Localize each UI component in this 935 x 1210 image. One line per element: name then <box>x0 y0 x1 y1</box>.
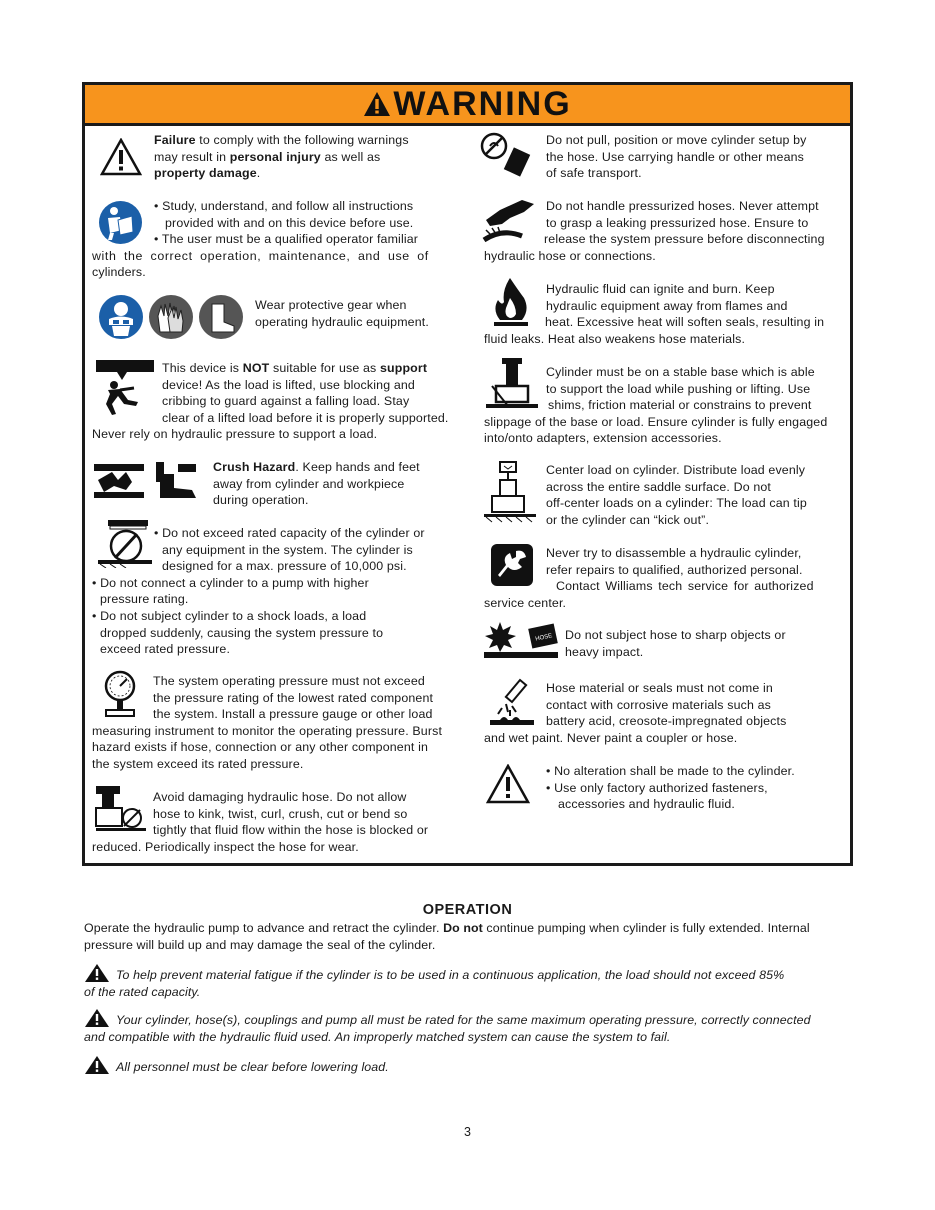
caution-icon <box>84 963 110 983</box>
operation-title: OPERATION <box>422 902 513 918</box>
crush-text: Crush Hazard. Keep hands and feet away from cylinder and workpiece during operation. <box>213 460 420 508</box>
alteration-text: • No alteration shall be made to the cylinder. • Use only factory authorized fasteners, accessories and hydraulic fluid. <box>546 764 795 812</box>
study-text: • Study, understand, and follow all instructions provided with and on this device before use. • The user must be a qualified operator familiar with the correct operation, maintenance, and use of cylinders. <box>92 199 429 280</box>
hose-damage-text: Avoid damaging hydraulic hose. Do not allow hose to kink, twist, curl, crush, cut or bend so tightly that fluid flow within the hose is blocked or reduced. Periodically inspect the hose for wear. <box>92 790 429 854</box>
page-number: 3 <box>464 1125 471 1139</box>
capacity-text: • Do not exceed rated capacity of the cylinder or any equipment in the system. The cylinder is designed for a max. pressure of 10,000 psi. • Do not connect a cylinder to a pump with higher pressure rating. • Do not subject cylinder to a shock loads, a load dropped suddenly, causing the system pressure to exceed rated pressure. <box>92 526 425 657</box>
svg-text:HOSE: HOSE <box>534 633 553 643</box>
sharp-objects-icon <box>482 620 560 662</box>
crush-hazard-icon <box>92 460 202 500</box>
caution-icon <box>84 1008 110 1028</box>
caution-icon <box>84 1055 110 1075</box>
gloves-icon <box>148 294 194 340</box>
safety-boots-icon <box>198 294 244 340</box>
center-load-icon <box>482 460 538 524</box>
corrosive-text: Hose material or seals must not come in contact with corrosive materials such as battery acid, creosote-impregnated objects and wet paint. Never paint a coupler or hose. <box>484 681 787 745</box>
pull-text: Do not pull, position or move cylinder setup by the hose. Use carrying handle or other means of safe transport. <box>546 133 807 181</box>
center-text: Center load on cylinder. Distribute load evenly across the entire saddle surface. Do not off-center loads on a cylinder: The load can tip or the cylinder can “kick out”. <box>546 463 807 527</box>
no-pull-hose-icon <box>480 132 536 180</box>
personnel-note: All personnel must be clear before lowering load. <box>84 1055 854 1076</box>
matched-system-note: Your cylinder, hose(s), couplings and pump all must be rated for the same maximum operating pressure, correctly connected and compatible with the hydraulic fluid used. An improperly matched system can cause the system to fail. <box>84 1008 854 1046</box>
pressurized-text: Do not handle pressurized hoses. Never attempt to grasp a leaking pressurized hose. Ensure to release the system pressure before disconnecting hydraulic hose or connections. <box>484 199 825 263</box>
warning-header <box>85 85 850 126</box>
gear-text: Wear protective gear when operating hydraulic equipment. <box>255 298 429 329</box>
general-warning-icon <box>100 138 142 176</box>
disassemble-text: Never try to disassemble a hydraulic cylinder, refer repairs to qualified, authorized personal. Contact Williams tech service for authorized service center. <box>484 546 814 610</box>
sharp-text: Do not subject hose to sharp objects or heavy impact. <box>565 628 786 659</box>
fatigue-note: To help prevent material fatigue if the cylinder is to be used in a continuous application, the load should not exceed 85% of the rated capacity. <box>84 963 854 1001</box>
pressure-text: The system operating pressure must not exceed the pressure rating of the lowest rated component the system. Install a pressure gauge or other load measuring instrument to monitor the operating pressure. Burst hazard exists if hose, connection or any other component in the system exceed its rated pressure. <box>92 674 443 771</box>
warning-triangle-icon <box>363 91 391 117</box>
failure-text: Failure to comply with the following warnings may result in personal injury as well as property damage. <box>154 133 409 181</box>
warning-title: WARNING <box>85 86 850 122</box>
stable-text: Cylinder must be on a stable base which is able to support the load while pushing or lifting. Use shims, friction material or constrains to prevent slippage of the base or load. Ensure cylinder is fully engaged into/onto adapters, extension accessories. <box>484 365 828 446</box>
alteration-warning-icon <box>486 764 530 804</box>
fire-text: Hydraulic fluid can ignite and burn. Keep hydraulic equipment away from flames and heat. Excessive heat will soften seals, resulting in fluid leaks. Heat also weakens hose materials. <box>484 282 825 346</box>
support-text: This device is NOT suitable for use as support device! As the load is lifted, use blocking and cribbing to guard against a falling load. Stay clear of a lifted load before it is properly supported. Never rely on hydraulic pressure to support a load. <box>92 361 449 442</box>
eye-protection-icon <box>98 294 144 340</box>
operation-paragraph: Operate the hydraulic pump to advance and retract the cylinder. Do not continue pumping when cylinder is fully extended. Internal pressure will build up and may damage the seal of the cylinder. <box>84 921 810 952</box>
